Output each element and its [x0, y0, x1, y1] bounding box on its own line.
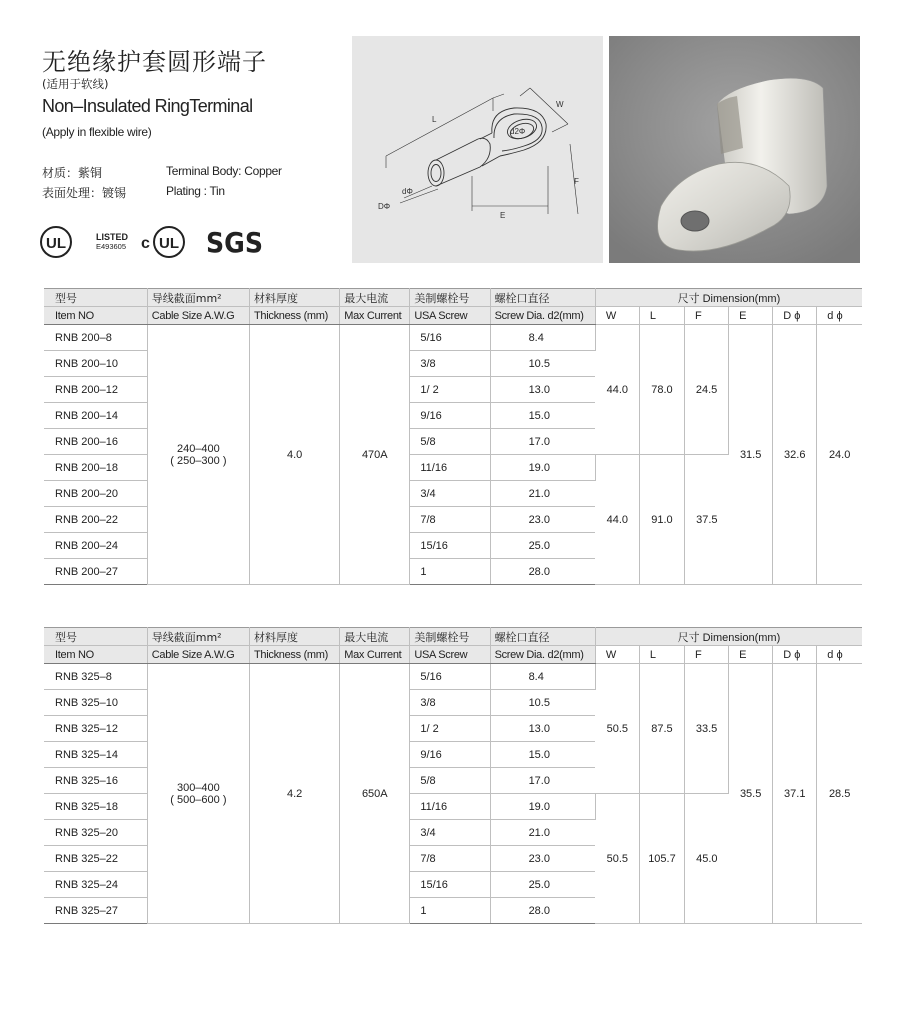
usa-screw: 15/16	[410, 533, 490, 559]
sgs-logo: SGS	[206, 226, 263, 259]
table-header-row	[44, 628, 862, 646]
awg-size: ( 250–300 )	[170, 454, 227, 467]
th-screw-en: USA Screw	[410, 307, 490, 325]
screw-dia: 17.0	[490, 429, 595, 455]
cable-size-cell	[147, 664, 249, 924]
dim-F: 33.5	[685, 664, 729, 794]
th-current-en: Max Current	[340, 646, 410, 664]
cable-size-cell	[147, 325, 249, 585]
dim-d: 24.0	[817, 325, 862, 585]
dim-label-F: F	[574, 177, 579, 186]
th-dim-L: L	[639, 307, 684, 325]
dim-L: 87.5	[639, 664, 684, 794]
usa-screw: 11/16	[410, 455, 490, 481]
screw-dia: 17.0	[490, 768, 595, 794]
th-thickness-en: Thickness (mm)	[250, 307, 340, 325]
th-current-cn: 最大电流	[340, 289, 410, 307]
screw-dia: 19.0	[490, 794, 595, 820]
th-cable-cn: 导线截面mm²	[147, 628, 249, 646]
dim-L: 105.7	[639, 794, 684, 924]
spec-table-200	[44, 288, 862, 585]
table-row	[44, 325, 862, 351]
th-dia-en: Screw Dia. d2(mm)	[490, 307, 595, 325]
screw-dia: 25.0	[490, 533, 595, 559]
item-no: RNB 325–12	[44, 716, 147, 742]
item-no: RNB 200–8	[44, 325, 147, 351]
product-photo	[609, 36, 860, 263]
subtitle-cn: (适用于软线)	[42, 77, 109, 91]
th-dim-W: W	[595, 307, 639, 325]
usa-screw: 5/16	[410, 325, 490, 351]
plating-cn: 表面处理：镀锡	[42, 186, 127, 200]
usa-screw: 9/16	[410, 742, 490, 768]
th-screw-cn: 美制螺栓号	[410, 628, 490, 646]
usa-screw: 7/8	[410, 846, 490, 872]
plating-en: Plating : Tin	[166, 184, 225, 198]
usa-screw: 3/8	[410, 351, 490, 377]
usa-screw: 3/8	[410, 690, 490, 716]
th-current-cn: 最大电流	[340, 628, 410, 646]
dim-F: 45.0	[685, 794, 729, 924]
technical-drawing	[352, 36, 603, 263]
usa-screw: 1/ 2	[410, 377, 490, 403]
usa-screw: 7/8	[410, 507, 490, 533]
screw-dia: 8.4	[490, 325, 595, 351]
cul-logo: UL	[153, 226, 185, 258]
screw-dia: 28.0	[490, 898, 595, 924]
material-cn: 材质：紫铜	[42, 166, 103, 180]
usa-screw: 1	[410, 559, 490, 585]
th-dimension: 尺寸 Dimension(mm)	[595, 628, 862, 646]
dim-label-Dphi: DΦ	[378, 202, 391, 211]
dim-W: 44.0	[595, 455, 639, 585]
item-no: RNB 200–22	[44, 507, 147, 533]
th-thickness-cn: 材料厚度	[250, 289, 340, 307]
item-no: RNB 200–16	[44, 429, 147, 455]
th-dim-F: F	[685, 307, 729, 325]
item-no: RNB 200–10	[44, 351, 147, 377]
usa-screw: 1	[410, 898, 490, 924]
th-dim-D: D ϕ	[773, 646, 817, 664]
usa-screw: 1/ 2	[410, 716, 490, 742]
cable-size: 240–400	[176, 442, 220, 455]
th-cable-en: Cable Size A.W.G	[147, 307, 249, 325]
th-thickness-en: Thickness (mm)	[250, 646, 340, 664]
screw-dia: 23.0	[490, 507, 595, 533]
th-dia-en: Screw Dia. d2(mm)	[490, 646, 595, 664]
screw-dia: 10.5	[490, 351, 595, 377]
item-no: RNB 325–20	[44, 820, 147, 846]
usa-screw: 5/16	[410, 664, 490, 690]
item-no: RNB 200–24	[44, 533, 147, 559]
item-no: RNB 200–20	[44, 481, 147, 507]
screw-dia: 21.0	[490, 820, 595, 846]
th-thickness-cn: 材料厚度	[250, 628, 340, 646]
screw-dia: 8.4	[490, 664, 595, 690]
dim-W: 44.0	[595, 325, 639, 455]
dim-label-dphi: dΦ	[402, 187, 413, 196]
screw-dia: 23.0	[490, 846, 595, 872]
usa-screw: 11/16	[410, 794, 490, 820]
item-no: RNB 325–10	[44, 690, 147, 716]
th-item-cn: 型号	[44, 628, 147, 646]
th-screw-en: USA Screw	[410, 646, 490, 664]
thickness: 4.0	[250, 325, 340, 585]
th-dimension: 尺寸 Dimension(mm)	[595, 289, 862, 307]
screw-dia: 15.0	[490, 403, 595, 429]
dim-D: 32.6	[773, 325, 817, 585]
th-dim-E: E	[729, 646, 773, 664]
dim-d: 28.5	[817, 664, 862, 924]
dim-F: 37.5	[685, 455, 729, 585]
item-no: RNB 325–16	[44, 768, 147, 794]
max-current: 470A	[340, 325, 410, 585]
item-no: RNB 325–22	[44, 846, 147, 872]
th-item-cn: 型号	[44, 289, 147, 307]
dim-label-E: E	[500, 211, 506, 220]
th-dim-D: D ϕ	[773, 307, 817, 325]
th-dim-L: L	[639, 646, 684, 664]
page-title-cn: 无绝缘护套圆形端子	[42, 48, 267, 76]
thickness: 4.2	[250, 664, 340, 924]
item-no: RNB 325–14	[44, 742, 147, 768]
dim-W: 50.5	[595, 794, 639, 924]
item-no: RNB 200–27	[44, 559, 147, 585]
usa-screw: 9/16	[410, 403, 490, 429]
material-en: Terminal Body: Copper	[166, 164, 282, 178]
screw-dia: 25.0	[490, 872, 595, 898]
spec-table-325	[44, 627, 862, 924]
usa-screw: 3/4	[410, 820, 490, 846]
dim-label-d2: d2Φ	[510, 127, 526, 136]
screw-dia: 13.0	[490, 716, 595, 742]
page-title-en: Non–Insulated RingTerminal	[42, 96, 253, 116]
usa-screw: 15/16	[410, 872, 490, 898]
th-current-en: Max Current	[340, 307, 410, 325]
item-no: RNB 200–18	[44, 455, 147, 481]
screw-dia: 13.0	[490, 377, 595, 403]
th-dim-E: E	[729, 307, 773, 325]
listed-number: E493605	[96, 242, 127, 251]
screw-dia: 28.0	[490, 559, 595, 585]
item-no: RNB 325–8	[44, 664, 147, 690]
th-dim-d: d ϕ	[817, 646, 862, 664]
screw-dia: 19.0	[490, 455, 595, 481]
screw-dia: 21.0	[490, 481, 595, 507]
listed-label: LISTED	[96, 232, 129, 242]
dim-label-W: W	[556, 100, 564, 109]
usa-screw: 5/8	[410, 429, 490, 455]
th-dim-W: W	[595, 646, 639, 664]
th-cable-en: Cable Size A.W.G	[147, 646, 249, 664]
item-no: RNB 325–27	[44, 898, 147, 924]
dim-D: 37.1	[773, 664, 817, 924]
dim-F: 24.5	[685, 325, 729, 455]
usa-screw: 3/4	[410, 481, 490, 507]
awg-size: ( 500–600 )	[170, 793, 227, 806]
th-cable-cn: 导线截面mm²	[147, 289, 249, 307]
item-no: RNB 325–18	[44, 794, 147, 820]
table-subheader-row	[44, 646, 862, 664]
table-row	[44, 664, 862, 690]
screw-dia: 15.0	[490, 742, 595, 768]
item-no: RNB 200–12	[44, 377, 147, 403]
screw-dia: 10.5	[490, 690, 595, 716]
table-subheader-row	[44, 307, 862, 325]
dim-L: 78.0	[639, 325, 684, 455]
table-header-row	[44, 289, 862, 307]
terminal-photo-illustration	[609, 36, 860, 263]
th-item-en: Item NO	[44, 646, 147, 664]
dim-label-L: L	[432, 115, 437, 124]
max-current: 650A	[340, 664, 410, 924]
th-screw-cn: 美制螺栓号	[410, 289, 490, 307]
cable-size: 300–400	[176, 781, 220, 794]
th-dim-F: F	[685, 646, 729, 664]
certification-logos	[38, 224, 278, 264]
item-no: RNB 325–24	[44, 872, 147, 898]
cul-c-letter: c	[141, 235, 150, 252]
th-dim-d: d ϕ	[817, 307, 862, 325]
subtitle-en: (Apply in flexible wire)	[42, 125, 152, 139]
dim-E: 35.5	[729, 664, 773, 924]
th-item-en: Item NO	[44, 307, 147, 325]
ul-listed-mark	[96, 233, 128, 251]
th-dia-cn: 螺栓口直径	[490, 289, 595, 307]
ring-terminal-drawing	[352, 36, 603, 263]
th-dia-cn: 螺栓口直径	[490, 628, 595, 646]
item-no: RNB 200–14	[44, 403, 147, 429]
dim-E: 31.5	[729, 325, 773, 585]
dim-L: 91.0	[639, 455, 684, 585]
usa-screw: 5/8	[410, 768, 490, 794]
dim-W: 50.5	[595, 664, 639, 794]
ul-logo: UL	[40, 226, 72, 258]
